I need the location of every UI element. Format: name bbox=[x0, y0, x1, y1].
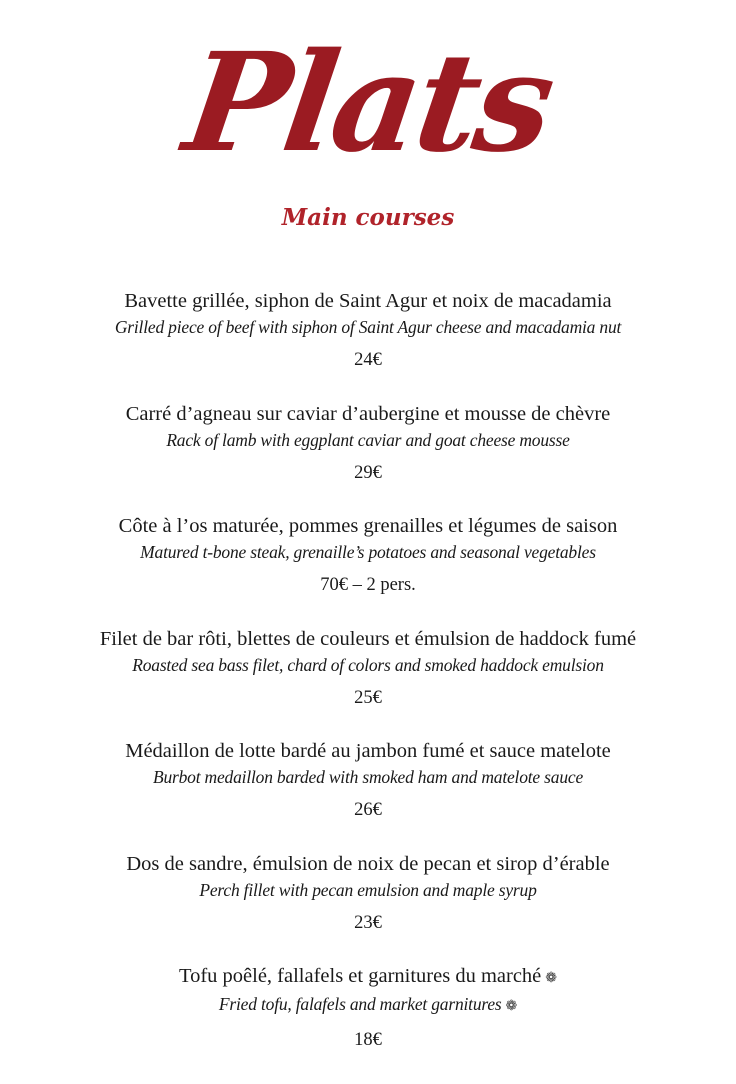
dish-item bbox=[0, 286, 736, 399]
dish-name-fr: Tofu poêlé, fallafels et garnitures du marché bbox=[178, 965, 542, 987]
dish-price: 25€ bbox=[354, 687, 382, 708]
page-subtitle: Main courses bbox=[281, 204, 455, 231]
dish-name-en: Burbot medaillon barded with smoked ham and matelote sauce bbox=[152, 767, 584, 787]
dish-item bbox=[0, 511, 736, 624]
dish-name-fr-row bbox=[0, 961, 736, 994]
dish-name-en: Fried tofu, falafels and market garnitures bbox=[218, 994, 502, 1014]
dish-name-en: Grilled piece of beef with siphon of Saint Agur cheese and macadamia nut bbox=[114, 317, 622, 337]
dish-name-en-row bbox=[0, 994, 736, 1017]
dish-name-fr: Filet de bar rôti, blettes de couleurs et émulsion de haddock fumé bbox=[99, 627, 637, 650]
flower-icon: ❁ bbox=[505, 999, 518, 1014]
dish-name-fr: Côte à l’os maturée, pommes grenailles et légumes de saison bbox=[118, 515, 618, 537]
dish-item bbox=[0, 736, 736, 849]
dish-item bbox=[0, 849, 736, 962]
dish-name-fr: Dos de sandre, émulsion de noix de pecan et sirop d’érable bbox=[126, 852, 610, 875]
dish-price: 29€ bbox=[354, 462, 382, 483]
dish-name-en: Perch fillet with pecan emulsion and maple syrup bbox=[199, 879, 537, 900]
flower-icon: ❁ bbox=[545, 971, 558, 986]
dish-name-fr: Médaillon de lotte bardé au jambon fumé et sauce matelote bbox=[125, 740, 611, 762]
dish-item bbox=[0, 961, 736, 1074]
dish-price: 18€ bbox=[354, 1030, 382, 1050]
dish-item bbox=[0, 399, 736, 512]
dish-item bbox=[0, 624, 736, 737]
dish-list bbox=[0, 286, 736, 1074]
dish-price: 26€ bbox=[354, 800, 382, 820]
dish-name-en: Rack of lamb with eggplant caviar and goat cheese mousse bbox=[166, 429, 570, 450]
dish-price: 23€ bbox=[354, 912, 382, 933]
dish-name-fr: Carré d’agneau sur caviar d’aubergine et mousse de chèvre bbox=[125, 402, 611, 425]
dish-name-fr: Bavette grillée, siphon de Saint Agur et noix de macadamia bbox=[124, 290, 612, 312]
dish-price: 24€ bbox=[354, 350, 382, 370]
dish-price: 70€ – 2 pers. bbox=[320, 575, 416, 595]
dish-name-en: Matured t-bone steak, grenaille’s potatoes and seasonal vegetables bbox=[140, 542, 596, 562]
dish-name-en: Roasted sea bass filet, chard of colors and smoked haddock emulsion bbox=[132, 654, 604, 675]
page-title: Plats bbox=[176, 23, 560, 183]
